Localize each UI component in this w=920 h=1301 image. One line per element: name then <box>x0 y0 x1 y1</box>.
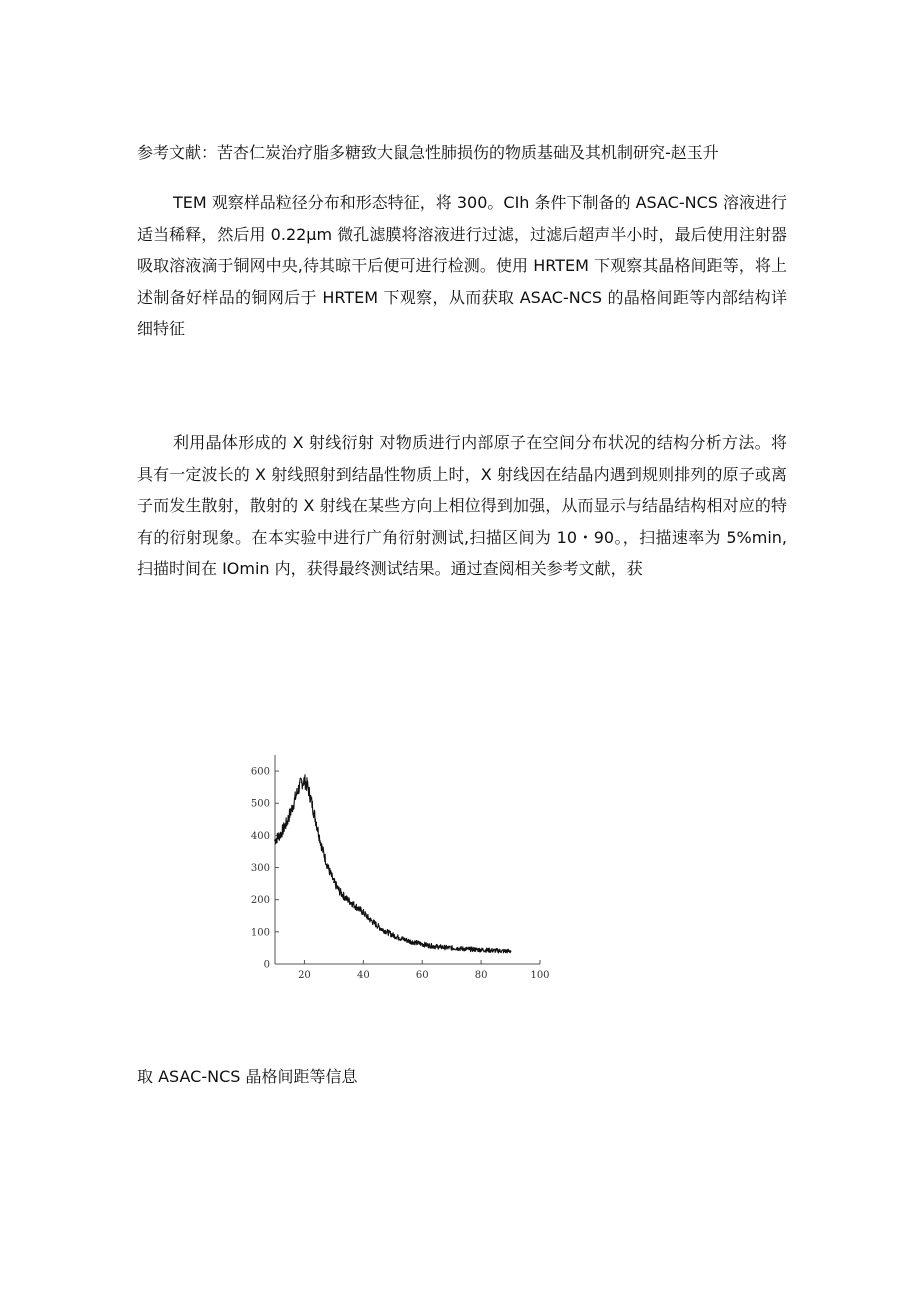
tail-line: 取 ASAC-NCS 晶格间距等信息 <box>137 1067 358 1086</box>
y-tick-label: 600 <box>250 766 270 778</box>
xrd-data-point <box>339 891 341 893</box>
xrd-data-point <box>368 918 370 920</box>
paragraph-xrd: 利用晶体形成的 X 射线衍射 对物质进行内部原子在空间分布状况的结构分析方法。将具有一定波长的 X 射线照射到结晶性物质上时，X 射线因在结晶内遇到规则排列的原子或离子而发生散射，散射的 X 射线在某些方向上相位得到加强，从而显示与结晶结构相对应的特有的衍射现象。在本实验中进行广角衍射测试,扫描区间为 10・90。，扫描速率为 5%min,扫描时间在 IOmin 内，获得最终测试结果。通过查阅相关参考文献，获 <box>137 433 787 578</box>
xrd-data-point <box>380 928 382 930</box>
y-tick-label: 400 <box>250 830 270 842</box>
xrd-data-point <box>327 867 329 869</box>
xrd-data-point <box>351 902 353 904</box>
xrd-data-point <box>421 943 423 945</box>
xrd-data-point <box>333 881 335 883</box>
xrd-data-point <box>315 822 317 824</box>
xrd-data-point <box>345 897 347 899</box>
xrd-data-point <box>357 907 359 909</box>
y-tick-label: 200 <box>250 895 270 907</box>
xrd-data-point <box>321 847 323 849</box>
xrd-chart-svg <box>240 745 560 990</box>
xrd-data-point <box>292 806 294 808</box>
reference-line: 参考文献：苦杏仁炭治疗脂多糖致大鼠急性肺损伤的物质基础及其机制研究-赵玉升 <box>137 143 719 162</box>
xrd-data-point <box>392 934 394 936</box>
xrd-data-point <box>362 912 364 914</box>
xrd-data-point <box>295 796 297 798</box>
x-tick-label: 40 <box>356 970 370 981</box>
xrd-data-point <box>486 949 488 951</box>
y-tick-label: 100 <box>250 927 270 939</box>
xrd-chart <box>240 745 560 990</box>
xrd-data-point <box>474 949 476 951</box>
xrd-data-point <box>274 839 276 841</box>
y-tick-label: 500 <box>250 798 270 810</box>
y-tick-label: 300 <box>250 863 270 875</box>
xrd-data-point <box>492 950 494 952</box>
xrd-data-point <box>457 947 459 949</box>
xrd-data-point <box>309 796 311 798</box>
xrd-data-point <box>398 937 400 939</box>
y-tick-label: 0 <box>263 959 270 971</box>
xrd-data-point <box>510 950 512 952</box>
xrd-data-point <box>301 781 303 783</box>
xrd-data-point <box>306 785 308 787</box>
x-tick-label: 100 <box>530 970 550 981</box>
xrd-data-point <box>280 833 282 835</box>
xrd-data-point <box>410 941 412 943</box>
xrd-data-point <box>439 946 441 948</box>
xrd-data-point <box>427 944 429 946</box>
xrd-data-point <box>451 947 453 949</box>
xrd-data-point <box>304 780 306 782</box>
paragraph-tem: TEM 观察样品粒径分布和形态特征，将 300。CIh 条件下制备的 ASAC-NCS 溶液进行适当稀释，然后用 0.22μm 微孔滤膜将溶液进行过滤，过滤后超声半小时，最后使用注射器吸取溶液滴于铜网中央,待其晾干后便可进行检测。使用 HRTEM 下观察其晶格间距等，将上述制备好样品的铜网后于 HRTEM 下观察，从而获取 ASAC-NCS 的晶格间距等内部结构详细特征 <box>137 193 787 338</box>
xrd-data-point <box>404 939 406 941</box>
xrd-data-point <box>445 947 447 949</box>
xrd-data-point <box>504 950 506 952</box>
x-tick-label: 20 <box>298 970 311 981</box>
xrd-data-point <box>386 931 388 933</box>
x-tick-label: 80 <box>474 970 488 981</box>
xrd-data-point <box>286 822 288 824</box>
xrd-data-point <box>374 923 376 925</box>
xrd-series-line <box>275 775 511 953</box>
xrd-data-point <box>498 950 500 952</box>
xrd-data-point <box>463 948 465 950</box>
x-tick-label: 60 <box>415 970 429 981</box>
xrd-data-point <box>415 942 417 944</box>
xrd-data-point <box>298 788 300 790</box>
xrd-data-point <box>468 948 470 950</box>
xrd-data-point <box>433 945 435 947</box>
xrd-data-point <box>480 949 482 951</box>
